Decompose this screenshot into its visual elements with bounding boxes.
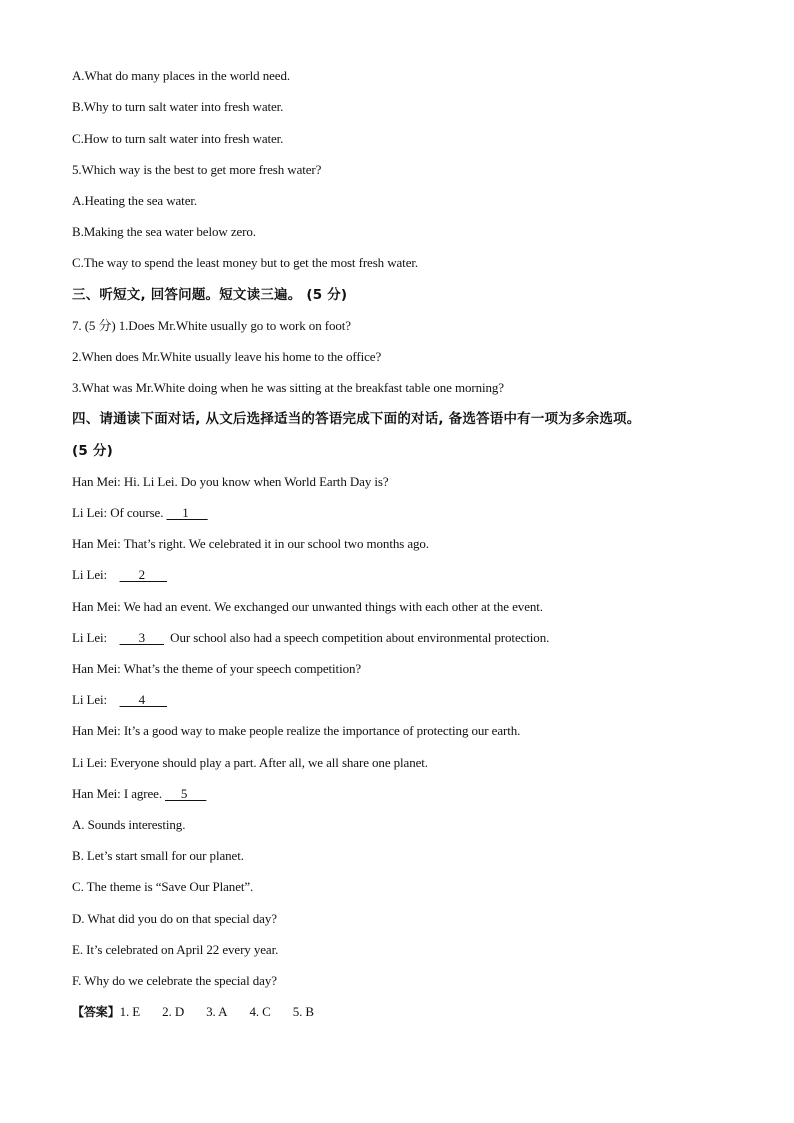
section-3-heading: 三、听短文, 回答问题。短文读三遍。 (5 分) — [72, 287, 348, 303]
choice-option: F. Why do we celebrate the special day? — [72, 973, 277, 988]
q5-option-c: C.The way to spend the least money but to get the most fresh water. — [72, 255, 419, 270]
option-a-text: A.What do many places in the world need. — [72, 68, 291, 83]
speaker: Li Lei: — [72, 692, 108, 707]
dialogue-line — [72, 786, 206, 802]
dialogue-line — [72, 474, 389, 490]
speaker: Han Mei: — [72, 786, 121, 801]
choice-option: E. It’s celebrated on April 22 every year. — [72, 942, 279, 957]
choice-option: A. Sounds interesting. — [72, 817, 186, 832]
utterance — [107, 567, 120, 582]
choice-option: D. What did you do on that special day? — [72, 911, 277, 926]
utterance: That’s right. We celebrated it in our school two months ago. — [120, 536, 429, 551]
speaker: Han Mei: — [72, 661, 121, 676]
choice-option: C. The theme is “Save Our Planet”. — [72, 879, 254, 894]
dialogue-line — [72, 692, 167, 708]
speaker: Han Mei: — [72, 723, 121, 738]
speaker: Li Lei: — [72, 505, 108, 520]
dialogue-line — [72, 536, 429, 552]
dialogue-line — [72, 599, 543, 615]
choice-option: B. Let’s start small for our planet. — [72, 848, 244, 863]
speaker: Han Mei: — [72, 474, 121, 489]
option-b-text: B.Why to turn salt water into fresh water. — [72, 99, 284, 114]
answer-item: 2. D — [162, 1004, 185, 1019]
answer-blank[interactable]: 5 — [180, 786, 188, 801]
answer-blank[interactable]: 4 — [138, 692, 145, 707]
section-4-points: (5 分) — [72, 443, 113, 459]
speaker: Han Mei: — [72, 599, 121, 614]
question-7-part-1: 7. (5 分) 1.Does Mr.White usually go to work on foot? — [72, 318, 351, 333]
dialogue-line — [72, 630, 549, 646]
dialogue-line — [72, 723, 520, 739]
q5-option-a: A.Heating the sea water. — [72, 193, 198, 208]
question-7-part-2: 2.When does Mr.White usually leave his home to the office? — [72, 349, 382, 364]
answer-key — [72, 1004, 314, 1020]
answer-blank[interactable]: 2 — [138, 567, 145, 582]
utterance: What’s the theme of your speech competition? — [120, 661, 362, 676]
speaker: Li Lei: — [72, 755, 108, 770]
answer-tag: 【答案】 — [72, 1005, 120, 1019]
question-7-part-3: 3.What was Mr.White doing when he was sitting at the breakfast table one morning? — [72, 380, 504, 395]
speaker: Li Lei: — [72, 567, 108, 582]
q5-option-b: B.Making the sea water below zero. — [72, 224, 256, 239]
answer-blank[interactable]: 1 — [182, 505, 189, 520]
utterance — [107, 630, 120, 645]
dialogue-line — [72, 505, 208, 521]
option-c-text: C.How to turn salt water into fresh water. — [72, 131, 284, 146]
utterance: Hi. Li Lei. Do you know when World Earth Day is? — [120, 474, 389, 489]
utterance: I agree. — [120, 786, 166, 801]
utterance: Of course. — [107, 505, 167, 520]
answer-blank[interactable]: 3 — [138, 630, 145, 645]
utterance: Everyone should play a part. After all, we all share one planet. — [107, 755, 428, 770]
answer-item: 5. B — [292, 1004, 314, 1019]
answer-item: 3. A — [206, 1004, 228, 1019]
dialogue-line — [72, 661, 361, 677]
utterance — [107, 692, 120, 707]
dialogue-line — [72, 755, 428, 771]
question-5: 5.Which way is the best to get more fresh water? — [72, 162, 322, 177]
section-4-heading: 四、请通读下面对话, 从文后选择适当的答语完成下面的对话, 备选答语中有一项为多余选项。 — [72, 411, 641, 427]
utterance: We had an event. We exchanged our unwanted things with each other at the event. — [120, 599, 543, 614]
speaker: Han Mei: — [72, 536, 121, 551]
dialogue-line — [72, 567, 167, 583]
answer-item: 1. E — [119, 1004, 141, 1019]
answer-item: 4. C — [249, 1004, 271, 1019]
utterance-continued: Our school also had a speech competition about environmental protection. — [163, 630, 550, 645]
speaker: Li Lei: — [72, 630, 108, 645]
utterance: It’s a good way to make people realize the importance of protecting our earth. — [120, 723, 521, 738]
